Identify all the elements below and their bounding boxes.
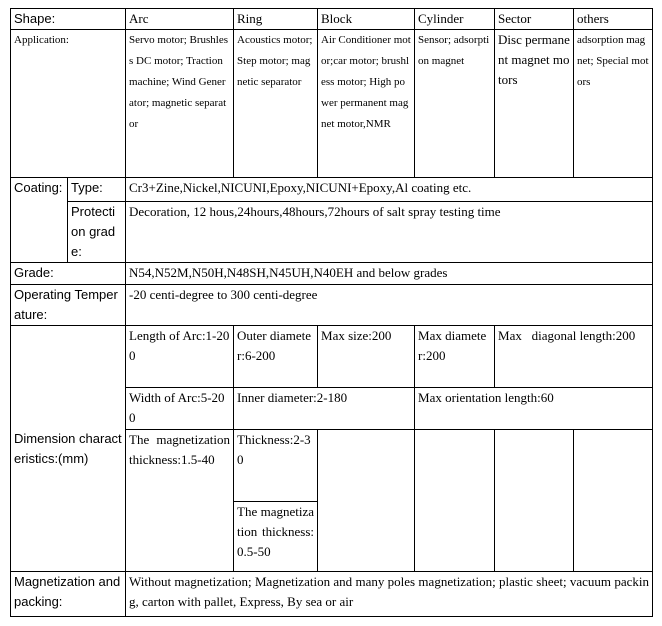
header-block: Block [318, 9, 415, 30]
dimension-ring-inner: Inner diameter:2-180 [234, 388, 415, 430]
header-sector: Sector [495, 9, 574, 30]
coating-protection-label: Protection grade: [68, 202, 126, 263]
application-sector: Disc permanent magnet motors [495, 30, 574, 178]
application-row [11, 30, 653, 178]
header-cylinder: Cylinder [415, 9, 495, 30]
dimension-empty-sector [495, 430, 574, 572]
dimension-block-max: Max size:200 [318, 326, 415, 388]
application-ring: Acoustics motor; Step motor; magnetic separator [234, 30, 318, 178]
header-shape: Shape: [11, 9, 126, 30]
dimension-empty-others [574, 430, 653, 572]
temperature-row [11, 285, 653, 326]
coating-protection-row [11, 202, 653, 263]
coating-protection-value: Decoration, 12 hous,24hours,48hours,72hours of salt spray testing time [126, 202, 653, 263]
coating-type-value: Cr3+Zine,Nickel,NICUNI,Epoxy,NICUNI+Epoxy,Al coating etc. [126, 178, 653, 202]
dimension-arc-length: Length of Arc:1-200 [126, 326, 234, 388]
application-arc: Servo motor; Brushless DC motor; Traction machine; Wind Generator; magnetic separator [126, 30, 234, 178]
application-cylinder: Sensor; adsorption magnet [415, 30, 495, 178]
application-block: Air Conditioner motor;car motor; brushless motor; High power permanent magnet motor,NMR [318, 30, 415, 178]
dimension-ring-outer: Outer diameter:6-200 [234, 326, 318, 388]
header-row [11, 9, 653, 30]
dimension-cylinder-orientation: Max orientation length:60 [415, 388, 653, 430]
dimension-arc-thickness: The magnetization thickness:1.5-40 [126, 430, 234, 572]
magnet-spec-table [10, 8, 653, 617]
grade-value: N54,N52M,N50H,N48SH,N45UH,N40EH and below grades [126, 263, 653, 285]
grade-row [11, 263, 653, 285]
dimension-sector-diagonal: Max diagonal length:200 [495, 326, 653, 388]
coating-type-label: Type: [68, 178, 126, 202]
dimension-row-1 [11, 326, 653, 388]
header-ring: Ring [234, 9, 318, 30]
dimension-label: Dimension characteristics:(mm) [11, 326, 126, 572]
temperature-label: Operating Temperature: [11, 285, 126, 326]
application-label: Application: [11, 30, 126, 178]
header-arc: Arc [126, 9, 234, 30]
grade-label: Grade: [11, 263, 126, 285]
dimension-empty-block [318, 430, 415, 572]
coating-type-row [11, 178, 653, 202]
dimension-arc-width: Width of Arc:5-200 [126, 388, 234, 430]
header-others: others [574, 9, 653, 30]
dimension-ring-mag-thickness: The magnetization thickness:0.5-50 [234, 502, 318, 572]
dimension-ring-thickness: Thickness:2-30 [234, 430, 318, 502]
dimension-empty-cylinder [415, 430, 495, 572]
magnetization-label: Magnetization and packing: [11, 572, 126, 617]
temperature-value: -20 centi-degree to 300 centi-degree [126, 285, 653, 326]
application-others: adsorption magnet; Special motors [574, 30, 653, 178]
magnetization-row [11, 572, 653, 617]
coating-label: Coating: [11, 178, 68, 263]
dimension-cylinder-max-diameter: Max diameter:200 [415, 326, 495, 388]
magnetization-value: Without magnetization; Magnetization and many poles magnetization; plastic sheet; vacuum packing, carton with pallet, Express, By sea or air [126, 572, 653, 617]
